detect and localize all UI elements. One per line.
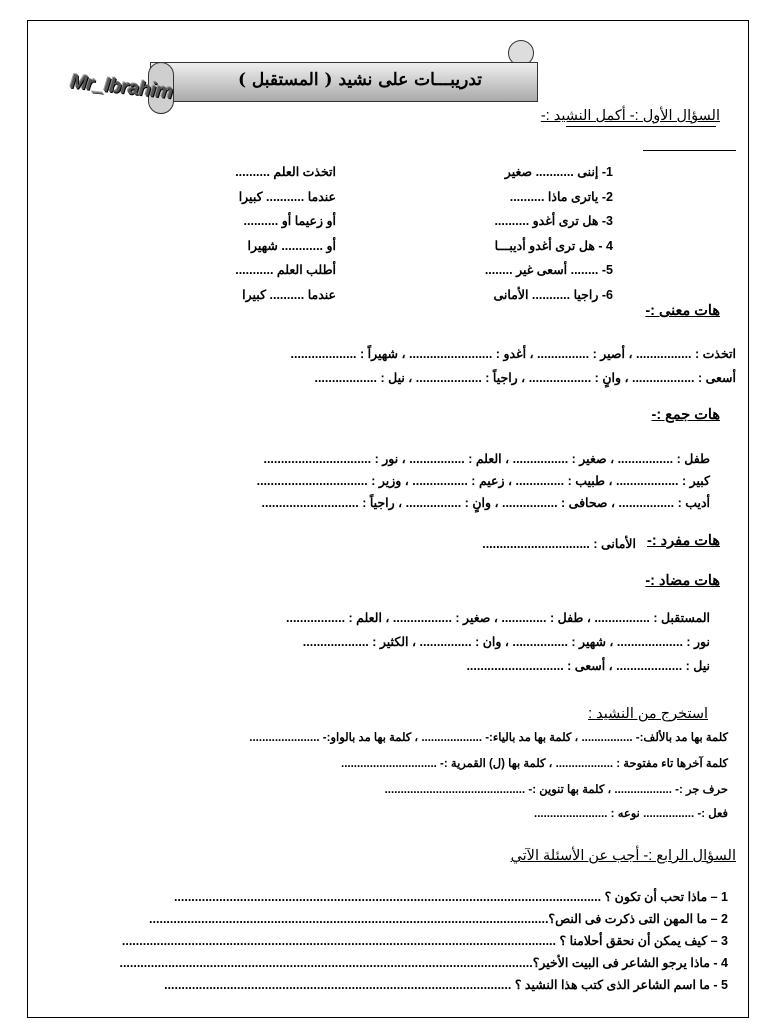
q1-line-right-5: 5- ........ أسعى غير ........ (484, 263, 613, 277)
worksheet-title: تدريبـــات على نشيد ( المستقبل ) (237, 70, 483, 90)
q1-line-right-2: 2- ياترى ماذا .......... (509, 189, 613, 204)
q1-left-column (235, 160, 336, 307)
page-frame (27, 20, 749, 1018)
q1-right-column (485, 160, 613, 307)
plural-rows (257, 448, 710, 514)
extract-row-3: حرف جر :- .................. ، كلمة بها تنوين :- ............................................ (384, 784, 728, 796)
q4-question-1: 1 – ماذا تحب أن تكون ؟ ........................................................................................................................... (173, 890, 728, 904)
q4-heading: السؤال الرابع :- أجب عن الأسئلة الآتي (510, 848, 736, 864)
q1-heading-underline (566, 126, 716, 127)
plural-row-3: أديب : ................ ، صحافى : ................ ، وانٍ : ................ ، راجياً : ............................ (261, 496, 710, 510)
author-logo: Mr_Ibrahim (69, 70, 174, 104)
singular-heading: هات مفرد :- (647, 533, 720, 549)
q4-question-5: 5 - ما اسم الشاعر الذى كتب هذا النشيد ؟ .................................................................................................... (164, 978, 728, 992)
extract-row-1: كلمة بها مد بالألف:- ................ ، كلمة بها مد بالياء:- ................... ، كلمة بها مد بالواو:- ...................... (249, 732, 728, 744)
q1-line-left-1: اتخذت العلم .......... (235, 165, 336, 179)
meaning-row-1: اتخذت : ................ ، أصير : ............... ، أغدو : ........................ ، شهيراً : ................... (290, 347, 736, 361)
q1-line-right-4: 4 - هل ترى أغدو أديبـــا (494, 238, 613, 253)
q4-question-2: 2 – ما المهن التى ذكرت فى النص؟................................................................................................................... (149, 912, 728, 926)
extract-row-2: كلمة آخرها تاء مفتوحة : .................. ، كلمة بها (ل) القمرية :- .............................. (341, 758, 728, 770)
opposite-row-2: نور : ................... ، شهير : ................ ، وان : ............... ، الكثير : ................... (302, 635, 710, 649)
q1-line-left-3: أو زعيما أو .......... (243, 214, 336, 228)
opposite-rows (286, 606, 710, 678)
meaning-heading: هات معنى :- (645, 303, 720, 319)
q1-line-right-6: 6- راجيا ........... الأمانى (493, 287, 613, 302)
opposite-row-1: المستقبل : ................ ، طفل : ............. ، صغير : ................. ، العلم : ................. (286, 611, 710, 625)
q1-line-right-1: 1- إننى ........... صغير (504, 165, 613, 179)
q1-heading: السؤال الأول :- أكمل النشيد :- (540, 108, 720, 124)
meaning-rows (291, 342, 736, 390)
singular-item: الأمانى : ............................... (482, 537, 636, 551)
q1-line-left-5: أطلب العلم ........... (235, 263, 336, 277)
q4-questions (119, 886, 728, 996)
opposite-row-3: نيل : ................... ، أسعى : ............................ (466, 659, 710, 673)
plural-row-1: طفل : ................ ، صغير : ................ ، العلم : ................ ، نور : ............................... (263, 452, 710, 466)
extract-heading: استخرج من النشيد : (588, 706, 708, 722)
q4-question-3: 3 – كيف يمكن أن نحقق أحلامنا ؟ ............................................................................................................................. (121, 934, 728, 948)
q1-line-left-2: عندما ........... كبيرا (238, 189, 336, 204)
plural-row-2: كبير : .................. ، طبيب : .............. ، زعيم : ................ ، وزير : ................................ (256, 474, 710, 488)
q1-line-left-4: أو ............ شهيرا (247, 238, 336, 253)
q1-line-left-6: عندما .......... كبيرا (242, 287, 336, 302)
q4-question-4: 4 - ماذا يرجو الشاعر فى البيت الأخير؟....................................................................................................................... (119, 956, 728, 970)
q1-extra-line (643, 150, 736, 151)
opposite-heading: هات مضاد :- (645, 573, 720, 589)
plural-heading: هات جمع :- (651, 407, 720, 423)
q1-line-right-3: 3- هل ترى أغدو .......... (494, 214, 613, 228)
extract-row-4: فعل :- ................ نوعه : ....................... (534, 808, 728, 820)
meaning-row-2: أسعى : .................. ، وانٍ : .................. ، راجياً : ................... ، نيل : .................. (314, 371, 736, 385)
